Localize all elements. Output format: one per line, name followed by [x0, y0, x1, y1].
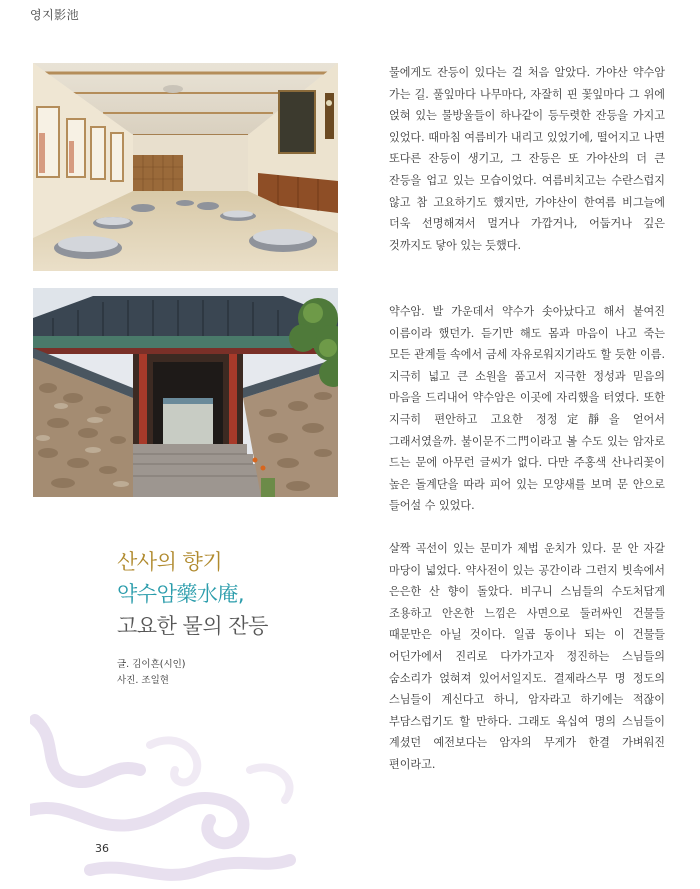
meditation-hall-photo	[33, 63, 338, 271]
body-paragraph-3	[389, 538, 665, 776]
title-line-3: 고요한 물의 잔등	[117, 614, 268, 638]
writer-credit: 글. 김이흔(시인)	[117, 659, 186, 670]
photographer-credit: 사진. 조일현	[117, 675, 169, 686]
credits	[117, 657, 186, 689]
body-paragraph-1-text: 물에게도 잔등이 있다는 걸 처음 알았다. 가야산 약수암 가는 길. 풀잎마다 나무마다, 자잘히 핀 꽃잎마다 그 위에 얹혀 있는 물방울들이 하나같이 등두렷한 잔등을 가지고 있었다. 때마침 여름비가 내리고 있었기에, 떨어지고 나면 또다른 잔등이 생기고, 그 잔등은 또 가야산의 더 큰 잔등을 업고 있는 모습이었다. 여름비치고는 수란스럽지 않고 참 고요하기도 했지만, 가야산이 한여름 비그늘에 더욱 선명해져서 멀거나 가깝거나, 어둡거나 깊은 것까지도 닿아 있는 듯했다.	[389, 66, 665, 252]
body-paragraph-2	[389, 301, 665, 517]
body-paragraph-2-text: 약수암. 발 가운데서 약수가 솟아났다고 해서 붙여진 이름이라 했던가. 듣기만 해도 몸과 마음이 나고 죽는 모든 관계들 속에서 금세 자유로워지기라도 할 듯한 이름. 지극히 넓고 큰 소원을 품고서 지극한 정성과 믿음의 마음을 드리내어 약수암은 이곳에 자리했을 터였다. 또한 지극히 편안하고 고요한 정정定靜을 얻어서 그래서였을까. 불이문不二門이라고 볼 수도 있는 암자로 드는 문에 아무런 글씨가 없다. 다만 주홍색 산나리꽃이 높은 돌계단을 따라 피어 있는 모양새를 보며 문 안으로 들어설 수 있었다.	[389, 305, 665, 513]
page-number: 36	[95, 842, 109, 855]
title-line-2: 약수암藥水庵,	[117, 582, 245, 606]
cloud-swirl-decoration	[30, 700, 320, 889]
article-title	[117, 546, 268, 642]
title-line-1: 산사의 향기	[117, 550, 223, 574]
section-header: 영지影池	[30, 8, 80, 22]
body-paragraph-1	[389, 62, 665, 256]
body-paragraph-3-text: 살짝 곡선이 있는 문미가 제법 운치가 있다. 문 안 자갈 마당이 넓었다. 약사전이 있는 공간이라 그런지 빗속에서 은은한 산 향이 돌았다. 비구니 스님들의 수도처답게 조용하고 안온한 느낌은 사면으로 둘러싸인 건물들 때문만은 아닐 것이다. 일곱 동이나 되는 이 건물들 어딘가에서 진리로 다가가고자 정진하는 스님들의 숨소리가 얹혀져 있어서일지도. 결제라스무 명 정도의 스님들이 계신다고 하니, 암자라고 하기에는 적잖이 부담스럽기도 할 만하다. 그래도 육십여 명의 스님들이 계셨던 예전보다는 암자의 무게가 한결 가벼워진 편이라고.	[389, 542, 665, 771]
temple-gate-photo	[33, 288, 338, 497]
